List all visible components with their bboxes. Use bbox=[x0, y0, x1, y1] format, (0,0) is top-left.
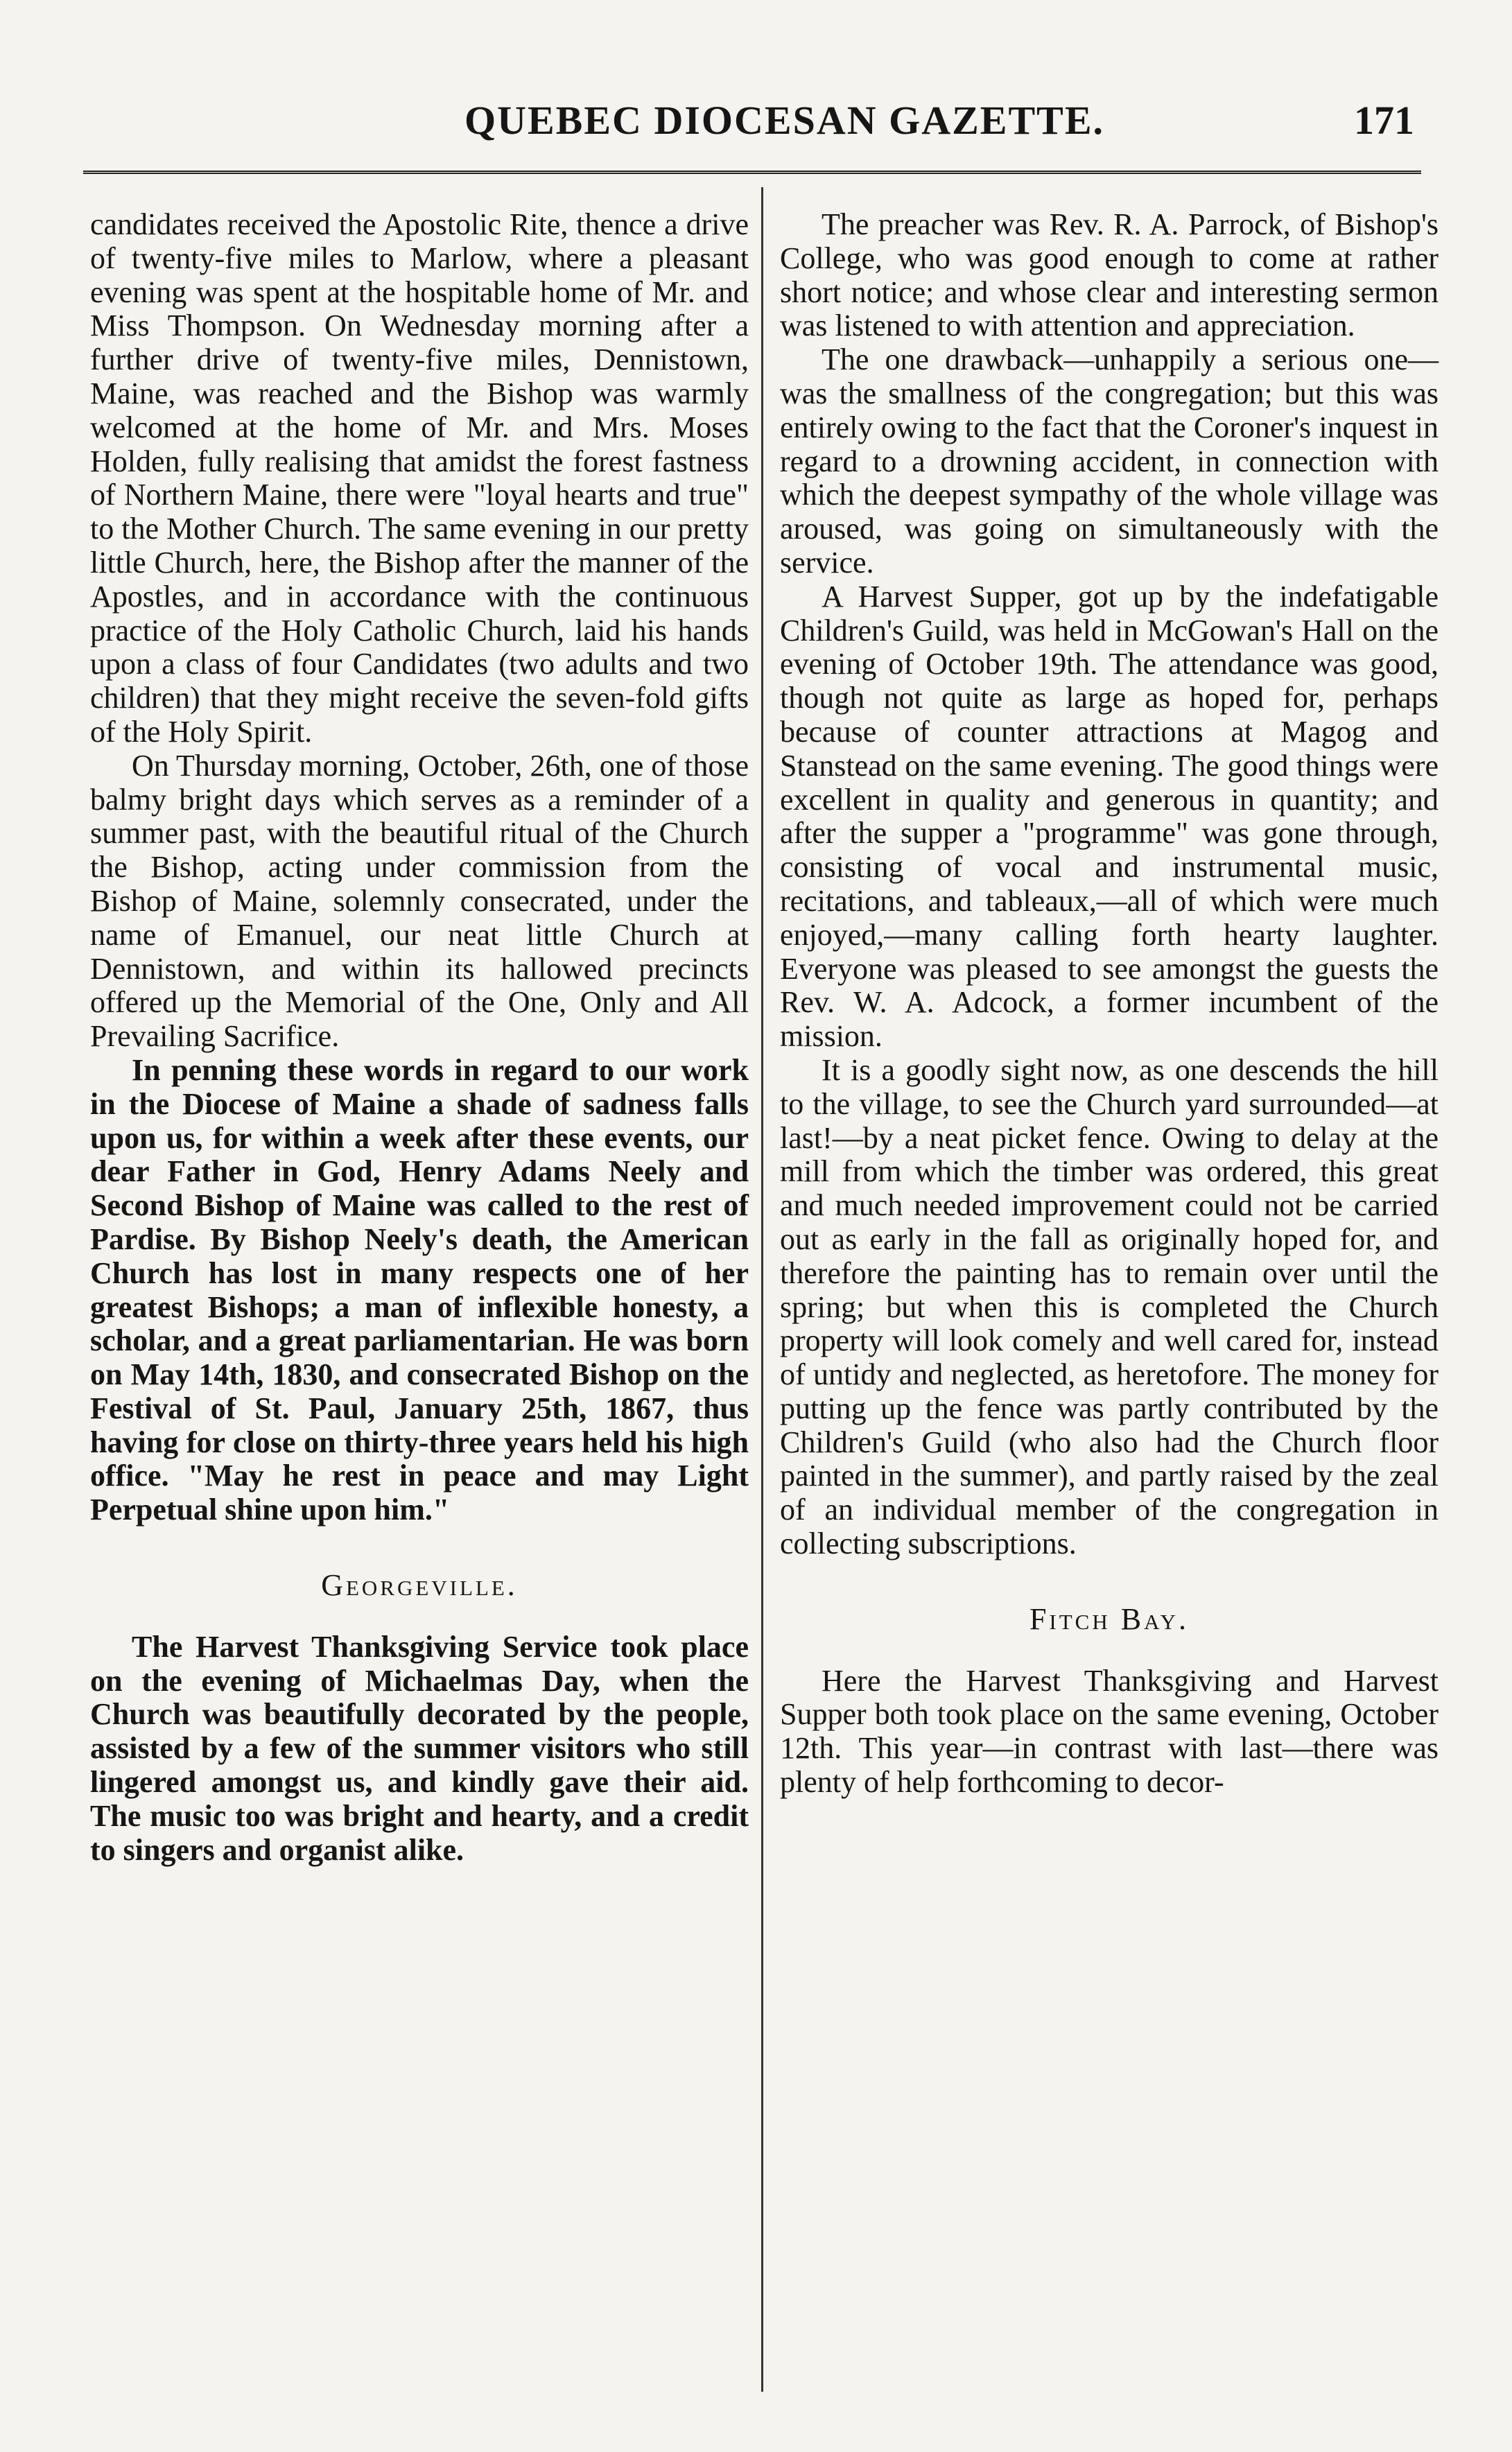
header-rule bbox=[83, 171, 1421, 174]
right-paragraph-3: A Harvest Supper, got up by the indefatigable Children's Guild, was held in McGowan's Hall on the evening of October 19th. The attendance was good, though not quite as large as hoped for, perhaps because of counter attractions at Magog and Stanstead on the same evening. The good things were excellent in quality and generous in quantity; and after the supper a "programme" was gone through, consisting of vocal and instrumental music, recitations, and tableaux,—all of which were much enjoyed,—many calling forth hearty laughter. Everyone was pleased to see amongst the guests the Rev. W. A. Adcock, a former incumbent of the mission. bbox=[780, 579, 1439, 1054]
left-paragraph-3: In penning these words in regard to our work in the Diocese of Maine a shade of sadness falls upon us, for within a week after these events, our dear Father in God, Henry Adams Neely and Second Bishop of Maine was called to the rest of Pardise. By Bishop Neely's death, the American Church has lost in many respects one of her greatest Bishops; a man of inflexible honesty, a scholar, and a great parliamentarian. He was born on May 14th, 1830, and consecrated Bishop on the Festival of St. Paul, January 25th, 1867, thus having for close on thirty-three years held his high office. "May he rest in peace and may Light Perpetual shine upon him." bbox=[90, 1052, 749, 1527]
page-header bbox=[83, 89, 1421, 144]
right-paragraph-5: Here the Harvest Thanksgiving and Harvest Supper both took place on the same evening, October 12th. This year—in contrast with last—there was plenty of help forthcoming to decor- bbox=[780, 1663, 1439, 1800]
right-column bbox=[780, 208, 1439, 1800]
right-paragraph-4: It is a goodly sight now, as one descends the hill to the village, to see the Church yard surrounded—at last!—by a neat picket fence. Owing to delay at the mill from which the timber was ordered, this great and much needed improvement could not be carried out as early in the fall as originally hoped for, and therefore the painting has to remain over until the spring; but when this is completed the Church property will look comely and well cared for, instead of untidy and neglected, as heretofore. The money for putting up the fence was partly contributed by the Children's Guild (who also had the Church floor painted in the summer), and partly raised by the zeal of an individual member of the congregation in collecting subscriptions. bbox=[780, 1052, 1439, 1561]
left-paragraph-1: candidates received the Apostolic Rite, thence a drive of twenty-five miles to Marlow, where a pleasant evening was spent at the hospitable home of Mr. and Miss Thompson. On Wednesday morning after a further drive of twenty-five miles, Dennistown, Maine, was reached and the Bishop was warmly welcomed at the home of Mr. and Mrs. Moses Holden, fully realising that amidst the forest fastness of Northern Maine, there were "loyal hearts and true" to the Mother Church. The same evening in our pretty little Church, here, the Bishop after the manner of the Apostles, and in accordance with the continuous practice of the Holy Catholic Church, laid his hands upon a class of four Candidates (two adults and two children) that they might receive the seven-fold gifts of the Holy Spirit. bbox=[90, 207, 749, 749]
page-number: 171 bbox=[1354, 98, 1414, 143]
section-heading-georgeville: Georgeville. bbox=[321, 1568, 518, 1603]
left-paragraph-4: The Harvest Thanksgiving Service took place on the evening of Michaelmas Day, when the Church was beautifully decorated by the people, assisted by a few of the summer visitors who still lingered amongst us, and kindly gave their aid. The music too was bright and hearty, and a credit to singers and organist alike. bbox=[90, 1629, 749, 1867]
left-column bbox=[90, 208, 749, 1867]
right-paragraph-2: The one drawback—unhappily a serious one—was the smallness of the congregation; but this was entirely owing to the fact that the Coroner's inquest in regard to a drowning accident, in connection with which the deepest sympathy of the whole village was aroused, was going on simultaneously with the service. bbox=[780, 342, 1439, 580]
section-heading-fitch-bay: Fitch Bay. bbox=[1029, 1601, 1190, 1636]
left-paragraph-2: On Thursday morning, October, 26th, one of those balmy bright days which serves as a reminder of a summer past, with the beautiful ritual of the Church the Bishop, acting under commission from the Bishop of Maine, solemnly consecrated, under the name of Emanuel, our neat little Church at Dennistown, and within its hallowed precincts offered up the Memorial of the One, Only and All Prevailing Sacrifice. bbox=[90, 748, 749, 1054]
right-paragraph-1: The preacher was Rev. R. A. Parrock, of Bishop's College, who was good enough to come at rather short notice; and whose clear and interesting sermon was listened to with attention and appreciation. bbox=[780, 207, 1439, 343]
page-title: QUEBEC DIOCESAN GAZETTE. bbox=[464, 98, 1105, 143]
column-divider bbox=[761, 187, 763, 2392]
